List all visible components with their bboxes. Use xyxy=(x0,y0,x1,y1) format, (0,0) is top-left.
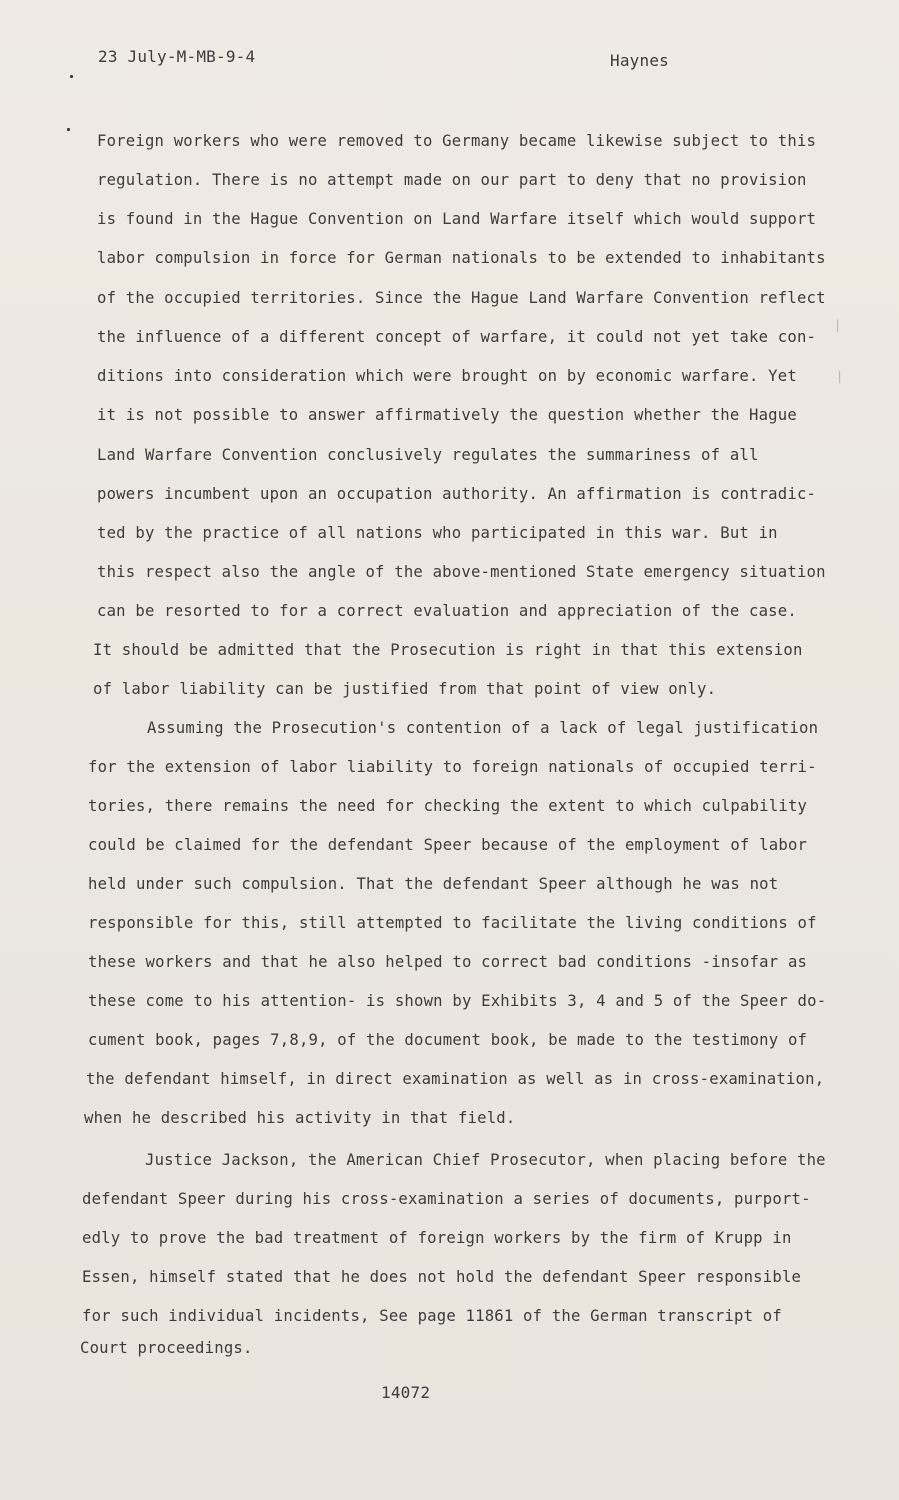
page-number: 14072 xyxy=(381,1383,431,1402)
margin-dot xyxy=(67,128,70,131)
reporter-name: Haynes xyxy=(610,51,669,70)
text-line: defendant Speer during his cross-examination a series of documents, purport- xyxy=(82,1190,811,1208)
text-line: these come to his attention- is shown by Exhibits 3, 4 and 5 of the Speer do- xyxy=(88,992,827,1010)
text-line: tories, there remains the need for checking the extent to which culpability xyxy=(88,797,808,815)
text-line: regulation. There is no attempt made on our part to deny that no provision xyxy=(97,171,807,189)
text-line: the defendant himself, in direct examination as well as in cross-examination, xyxy=(86,1070,825,1088)
text-line: for such individual incidents, See page 11861 of the German transcript of xyxy=(82,1307,782,1325)
text-line: edly to prove the bad treatment of foreign workers by the firm of Krupp in xyxy=(82,1229,792,1247)
text-line: can be resorted to for a correct evaluation and appreciation of the case. xyxy=(97,602,797,620)
text-line: could be claimed for the defendant Speer because of the employment of labor xyxy=(88,836,808,854)
text-line: these workers and that he also helped to correct bad conditions -insofar as xyxy=(88,953,808,971)
text-line: responsible for this, still attempted to facilitate the living conditions of xyxy=(88,914,817,932)
text-line: this respect also the angle of the above-mentioned State emergency situation xyxy=(97,563,826,581)
margin-pencil-mark: | xyxy=(834,318,842,332)
margin-pencil-mark: | xyxy=(836,369,844,383)
text-line: It should be admitted that the Prosecution is right in that this extension xyxy=(93,641,803,659)
text-line: powers incumbent upon an occupation authority. An affirmation is contradic- xyxy=(97,485,817,503)
document-reference: 23 July-M-MB-9-4 xyxy=(98,47,256,66)
text-line: the influence of a different concept of warfare, it could not yet take con- xyxy=(97,328,817,346)
text-line: when he described his activity in that field. xyxy=(84,1109,516,1127)
text-line: Justice Jackson, the American Chief Prosecutor, when placing before the xyxy=(145,1151,826,1169)
text-line: is found in the Hague Convention on Land Warfare itself which would support xyxy=(97,210,817,228)
text-line: Land Warfare Convention conclusively regulates the summariness of all xyxy=(97,446,759,464)
text-line: held under such compulsion. That the defendant Speer although he was not xyxy=(88,875,779,893)
text-line: cument book, pages 7,8,9, of the document book, be made to the testimony of xyxy=(88,1031,808,1049)
text-line: Essen, himself stated that he does not hold the defendant Speer responsible xyxy=(82,1268,802,1286)
text-line: Assuming the Prosecution's contention of a lack of legal justification xyxy=(147,719,819,737)
text-line: of the occupied territories. Since the Hague Land Warfare Convention reflect xyxy=(97,289,826,307)
text-line: Foreign workers who were removed to Germany became likewise subject to this xyxy=(97,132,817,150)
text-line: labor compulsion in force for German nationals to be extended to inhabitants xyxy=(97,249,826,267)
text-line: for the extension of labor liability to foreign nationals of occupied terri- xyxy=(88,758,817,776)
text-line: ditions into consideration which were brought on by economic warfare. Yet xyxy=(97,367,797,385)
margin-dot xyxy=(70,75,73,78)
text-line: ted by the practice of all nations who participated in this war. But in xyxy=(97,524,778,542)
text-line: Court proceedings. xyxy=(80,1339,253,1357)
text-line: of labor liability can be justified from that point of view only. xyxy=(93,680,717,698)
text-line: it is not possible to answer affirmatively the question whether the Hague xyxy=(97,406,797,424)
